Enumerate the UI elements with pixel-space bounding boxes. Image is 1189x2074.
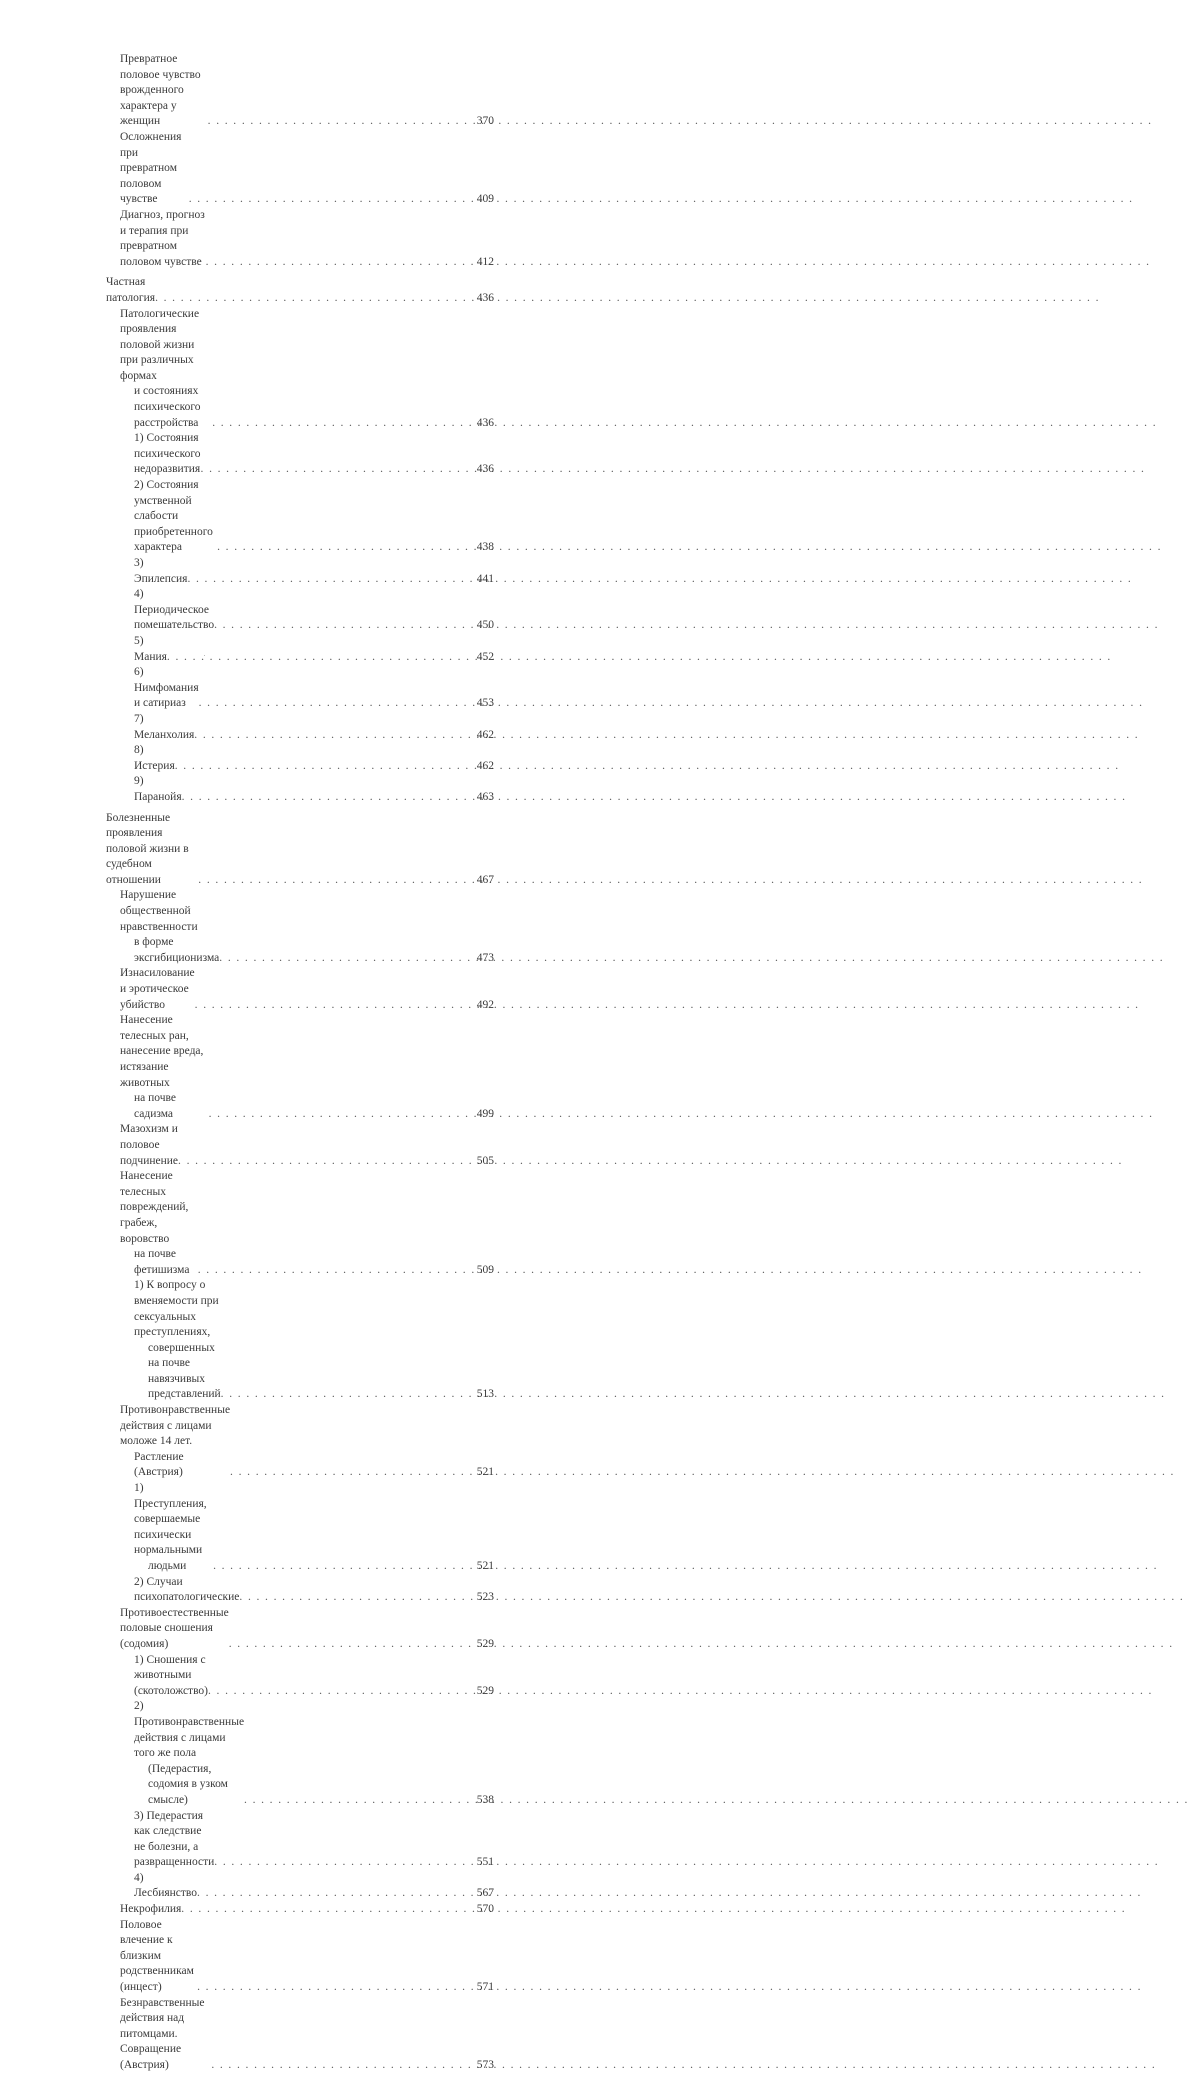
- toc-entry-title-line: 1) Преступления, совершаемые психически нормальными: [134, 1482, 207, 1557]
- page-speck: [204, 655, 205, 656]
- toc-entry-title-line: Мазохизм и половое подчинение: [120, 1123, 179, 1167]
- table-of-contents: [106, 52, 494, 2074]
- toc-dot-leader: [198, 873, 474, 889]
- toc-entry-title: [120, 966, 195, 1013]
- toc-page-number: 473: [476, 951, 494, 964]
- toc-dot-leader: [189, 192, 475, 208]
- toc-dot-leader: [217, 540, 475, 556]
- toc-page-number: 529: [476, 1637, 494, 1650]
- toc-entry-title-line: Болезненные проявления половой жизни в судебном отношении: [106, 811, 189, 886]
- toc-entry-title-line: 4) Периодическое помешательство: [134, 588, 215, 632]
- toc-dot-leader: [208, 1684, 475, 1700]
- toc-entry[interactable]: [106, 888, 494, 966]
- toc-entry-title-line: 8) Истерия: [134, 744, 175, 772]
- toc-entry[interactable]: [106, 1996, 494, 2074]
- toc-page-number: 412: [476, 255, 494, 268]
- toc-entry-title: [120, 208, 206, 270]
- toc-entry-title: [134, 1653, 208, 1700]
- toc-dot-leader: [197, 1886, 475, 1902]
- toc-entry-title: [106, 811, 198, 889]
- toc-entry-title-line: Растление (Австрия): [134, 1450, 184, 1479]
- toc-page-number: 509: [476, 1263, 494, 1276]
- toc-page-number: 499: [476, 1107, 494, 1120]
- toc-page-number: 571: [476, 1981, 494, 1994]
- toc-entry-title: [134, 431, 201, 478]
- toc-page-number: 492: [476, 998, 494, 1011]
- toc-entry[interactable]: [106, 1122, 494, 1169]
- toc-dot-leader: [182, 790, 475, 806]
- toc-entry-title-line: 5) Мания: [134, 634, 167, 663]
- toc-page-number: 450: [476, 619, 494, 632]
- toc-entry-title: [120, 1606, 229, 1653]
- toc-dot-leader: [199, 696, 475, 712]
- toc-entry-title-line: людьми: [148, 1560, 187, 1572]
- toc-dot-leader: [212, 416, 475, 432]
- toc-entry-title: [134, 556, 187, 587]
- toc-entry-title: [106, 275, 155, 306]
- toc-entry-title: [134, 1575, 239, 1606]
- toc-entry[interactable]: [106, 966, 494, 1013]
- toc-entry-title: [120, 130, 189, 208]
- toc-entry[interactable]: [106, 1575, 494, 1606]
- toc-entry-title-line: 4) Лесбиянство: [134, 1871, 198, 1900]
- toc-page-number: 436: [476, 416, 494, 429]
- toc-entry-title-line: Некрофилия: [120, 1903, 182, 1916]
- toc-entry[interactable]: [106, 1699, 494, 1808]
- toc-entry-title: [120, 1122, 178, 1169]
- toc-entry-title-line: 1) Сношения с животными (скотоложство): [134, 1653, 209, 1697]
- toc-page-number: 523: [476, 1591, 494, 1604]
- toc-entry-title: [120, 888, 219, 966]
- toc-page-number: 441: [476, 572, 494, 585]
- toc-entry-title-line: на почве садизма: [134, 1092, 176, 1120]
- toc-dot-leader: [197, 1980, 475, 1996]
- toc-entry-title-line: 3) Эпилепсия: [134, 557, 188, 585]
- toc-page-number: 467: [476, 873, 494, 886]
- toc-entry-title: [134, 1278, 221, 1403]
- toc-page-number: 521: [476, 1560, 494, 1572]
- toc-entry[interactable]: [106, 811, 494, 889]
- toc-entry-title-line: на почве фетишизма: [134, 1248, 190, 1276]
- toc-dot-leader: [181, 1902, 474, 1918]
- toc-page-number: 567: [476, 1887, 494, 1900]
- toc-dot-leader: [214, 1855, 474, 1871]
- toc-entry-title: [134, 712, 194, 743]
- toc-entry-title-line: Диагноз, прогноз и терапия при превратном половом чувстве: [120, 208, 205, 268]
- toc-entry-title: [120, 1918, 197, 1996]
- toc-entry[interactable]: [106, 1278, 494, 1403]
- toc-page-number: 573: [476, 2059, 494, 2071]
- toc-entry[interactable]: [106, 1809, 494, 1871]
- toc-entry-title-line: Нарушение общественной нравственности: [120, 889, 198, 933]
- toc-entry[interactable]: [106, 130, 494, 208]
- toc-entry[interactable]: [106, 1871, 494, 1902]
- toc-entry[interactable]: [106, 1918, 494, 1996]
- toc-entry-title: [134, 665, 199, 712]
- toc-entry[interactable]: [106, 431, 494, 478]
- toc-page-number: 452: [476, 650, 494, 663]
- toc-entry-title-line: 3) Педерастия как следствие не болезни, а развращенности: [134, 1809, 215, 1869]
- toc-entry-title-line: 9) Паранойя: [134, 775, 182, 803]
- toc-entry[interactable]: [106, 1902, 494, 1918]
- toc-entry[interactable]: [106, 556, 494, 587]
- toc-entry-title-line: 2) Противонравственные действия с лицами того же пола: [134, 1700, 245, 1760]
- toc-entry-title-line: Нанесение телесных ран, нанесение вреда, истязание животных: [120, 1014, 204, 1089]
- toc-entry-title-line: Осложнения при превратном половом чувстве: [120, 130, 182, 206]
- toc-entry-title: [134, 634, 167, 665]
- toc-entry[interactable]: [106, 587, 494, 634]
- toc-entry-title: [120, 1902, 181, 1918]
- toc-dot-leader: [209, 1107, 475, 1123]
- toc-page-number: 463: [476, 790, 494, 803]
- toc-dot-leader: [239, 1590, 474, 1606]
- toc-entry-title-line: Изнасилование и эротическое убийство: [120, 967, 195, 1011]
- toc-entry-title: [134, 1871, 197, 1902]
- toc-entry-title-line: 6) Нимфомания и сатириаз: [134, 666, 199, 710]
- toc-entry-title-line: Превратное половое чувство врожденного характера у женщин: [120, 53, 201, 128]
- toc-dot-leader: [213, 1559, 475, 1575]
- toc-entry[interactable]: [106, 712, 494, 743]
- toc-dot-leader: [244, 1793, 475, 1809]
- toc-entry-title-line: Безнравственные действия над питомцами. Совращение (Австрия): [120, 1996, 205, 2071]
- toc-dot-leader: [229, 1637, 475, 1653]
- toc-page-number: 436: [476, 291, 494, 304]
- toc-entry-title: [134, 478, 217, 556]
- toc-page-number: 551: [476, 1856, 494, 1869]
- toc-dot-leader: [208, 114, 475, 130]
- toc-dot-leader: [195, 998, 475, 1014]
- toc-entry-title-line: совершенных на почве навязчивых представлений: [148, 1341, 221, 1401]
- toc-page-number: 409: [476, 193, 494, 206]
- toc-dot-leader: [187, 572, 474, 588]
- toc-entry[interactable]: [106, 208, 494, 270]
- toc-dot-leader: [206, 255, 475, 271]
- toc-entry[interactable]: [106, 634, 494, 665]
- toc-entry-title-line: Половое влечение к близким родственникам (инцест): [120, 1918, 194, 1994]
- toc-page-number: 462: [476, 759, 494, 772]
- toc-entry-title-line: Противонравственные действия с лицами моложе 14 лет.: [120, 1404, 231, 1448]
- toc-page-number: 521: [476, 1466, 494, 1479]
- toc-entry[interactable]: [106, 1481, 494, 1575]
- toc-dot-leader: [201, 462, 475, 478]
- toc-dot-leader: [167, 650, 475, 666]
- toc-dot-leader: [194, 728, 474, 744]
- toc-entry[interactable]: [106, 1653, 494, 1700]
- toc-entry-title-line: 2) Состояния умственной слабости приобретенного характера: [134, 479, 213, 554]
- toc-page-number: 370: [476, 115, 494, 128]
- toc-page-number: 538: [476, 1793, 494, 1806]
- toc-entry[interactable]: [106, 275, 494, 306]
- toc-entry-title-line: 2) Случаи психопатологические: [134, 1575, 240, 1604]
- toc-dot-leader: [198, 1263, 475, 1279]
- toc-entry[interactable]: [106, 52, 494, 130]
- toc-page-number: 529: [476, 1684, 494, 1697]
- toc-entry[interactable]: [106, 774, 494, 805]
- toc-entry[interactable]: [106, 1169, 494, 1278]
- toc-entry-title-line: 1) К вопросу о вменяемости при сексуальных преступлениях,: [134, 1279, 219, 1339]
- toc-entry[interactable]: [106, 665, 494, 712]
- toc-dot-leader: [214, 618, 475, 634]
- toc-entry-title: [120, 1403, 230, 1481]
- toc-entry-title-line: в форме эксгибиционизма: [134, 936, 220, 964]
- toc-dot-leader: [221, 1387, 475, 1403]
- toc-dot-leader: [219, 951, 474, 967]
- toc-page-number: 436: [476, 463, 494, 476]
- toc-entry-title-line: Частная патология: [106, 276, 156, 304]
- toc-entry[interactable]: [106, 307, 494, 432]
- toc-entry-title-line: и состояниях психического расстройства: [134, 385, 201, 429]
- toc-entry-title: [134, 587, 214, 634]
- toc-entry-title-line: Противоестественные половые сношения (содомия): [120, 1606, 229, 1650]
- toc-entry-title: [134, 1481, 213, 1575]
- toc-entry-title: [134, 1809, 214, 1871]
- toc-dot-leader: [155, 291, 475, 307]
- toc-page-number: 570: [476, 1903, 494, 1916]
- toc-entry-title-line: Нанесение телесных повреждений, грабеж, воровство: [120, 1170, 189, 1245]
- toc-entry-title-line: (Педерастия, содомия в узком смысле): [148, 1762, 228, 1806]
- toc-entry[interactable]: [106, 743, 494, 774]
- toc-entry-title: [120, 1013, 209, 1122]
- toc-entry-title: [120, 307, 212, 432]
- toc-dot-leader: [175, 759, 475, 775]
- toc-entry-title-line: 1) Состояния психического недоразвития: [134, 432, 201, 476]
- toc-page-number: 462: [476, 728, 494, 741]
- toc-entry-title: [120, 1996, 211, 2074]
- toc-dot-leader: [230, 1465, 475, 1481]
- toc-dot-leader: [211, 2058, 474, 2074]
- toc-page-number: 438: [476, 541, 494, 554]
- toc-entry-title-line: 7) Меланхолия: [134, 712, 195, 741]
- toc-entry-title: [134, 743, 175, 774]
- toc-dot-leader: [178, 1154, 475, 1170]
- toc-entry-title-line: Патологические проявления половой жизни при различных формах: [120, 307, 200, 382]
- toc-entry[interactable]: [106, 1403, 494, 1481]
- toc-page-number: 505: [476, 1154, 494, 1167]
- toc-entry-title: [134, 1699, 244, 1808]
- toc-page-number: 513: [476, 1388, 494, 1401]
- toc-entry[interactable]: [106, 478, 494, 556]
- toc-entry-title: [134, 774, 182, 805]
- toc-entry-title: [120, 1169, 198, 1278]
- toc-entry[interactable]: [106, 1013, 494, 1122]
- toc-entry-title: [120, 52, 208, 130]
- toc-entry[interactable]: [106, 1606, 494, 1653]
- toc-page-number: 453: [476, 697, 494, 710]
